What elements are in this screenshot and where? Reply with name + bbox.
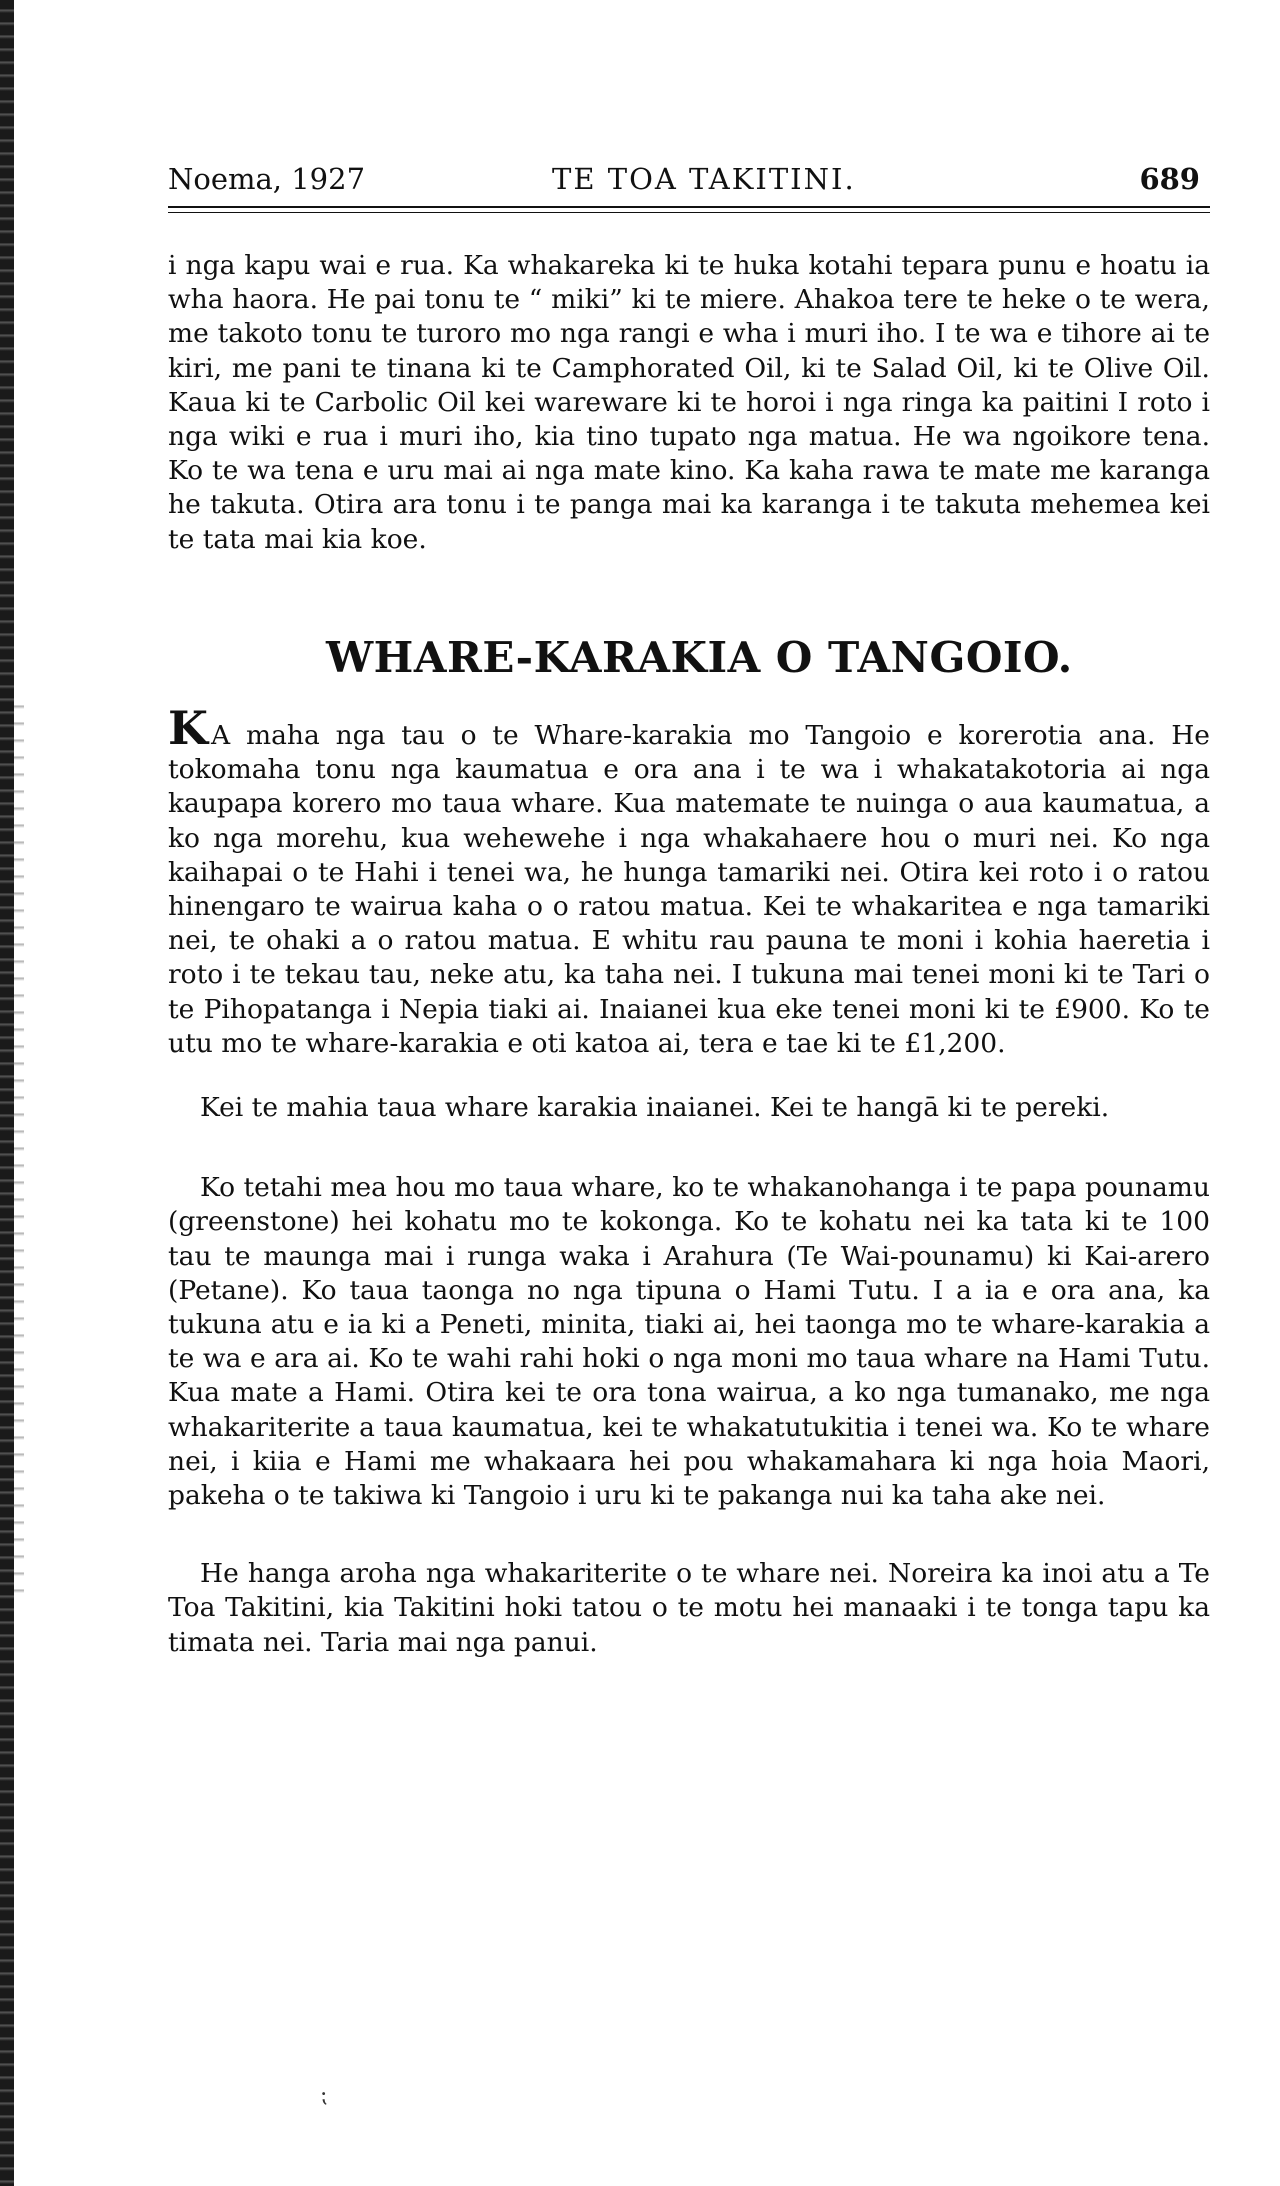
header-rule bbox=[168, 206, 1210, 208]
header-rule-thin bbox=[168, 212, 1210, 213]
issue-date: Noema, 1927 bbox=[168, 162, 366, 196]
article-paragraph-1-text: A maha nga tau o te Whare-karakia mo Tangoio e korerotia ana. He tokomaha tonu nga kaumatua e ora ana i te wa i whakatakotoria ai nga kaupapa korero mo taua whare. Kua matemate te nuinga o aua kaumatua, a ko nga morehu, kua wehewehe i nga whakahaere hou o muri nei. Ko nga kaihapai o te Hahi i tenei wa, he hunga tamariki nei. Otira kei roto i o ratou hinengaro te wairua kaha o o ratou matua. Kei te whakaritea e nga tamariki nei, te ohaki a o ratou matua. E whitu rau pauna te moni i kohia haeretia i roto i te tekau tau, neke atu, ka taha nei. I tukuna mai tenei moni ki te Tari o te Pihopatanga i Nepia tiaki ai. Inaianei kua eke tenei moni ki te £900. Ko te utu mo te whare-karakia e oti katoa ai, tera e tae ki te £1,200. bbox=[168, 720, 1210, 1059]
article-heading: WHARE-KARAKIA O TANGOIO. bbox=[326, 632, 1073, 682]
binding-edge-texture bbox=[14, 700, 24, 1600]
stray-mark: ⁏ bbox=[320, 2083, 328, 2108]
running-head bbox=[168, 158, 1210, 202]
binding-edge bbox=[0, 0, 14, 2186]
document-page bbox=[168, 158, 1210, 1660]
article-paragraph-3: Ko tetahi mea hou mo taua whare, ko te whakanohanga i te papa pounamu (greenstone) hei kohatu mo te kokonga. Ko te kohatu nei ka tata ki te 100 tau te maunga mai i runga waka i Arahura (Te Wai-pounamu) ki Kai-arero (Petane). Ko taua taonga no nga tipuna o Hami Tutu. I a ia e ora ana, ka tukuna atu e ia ki a Peneti, minita, tiaki ai, hei taonga mo te whare-karakia a te wa e ara ai. Ko te wahi rahi hoki o nga moni mo taua whare na Hami Tutu. Kua mate a Hami. Otira kei te ora tona wairua, a ko nga tumanako, me nga whakariterite a taua kaumatua, kei te whakatutukitia i tenei wa. Ko te whare nei, i kiia e Hami me whakaara hei pou whakamahara ki nga hoia Maori, pakeha o te takiwa ki Tangoio i uru ki te pakanga nui ka taha ake nei. bbox=[168, 1172, 1210, 1512]
article-paragraph-2: Kei te mahia taua whare karakia inaianei. Kei te hangā ki te pereki. bbox=[200, 1092, 1110, 1124]
publication-title: TE TOA TAKITINI. bbox=[552, 162, 856, 196]
article-paragraph-1 bbox=[168, 701, 1210, 1061]
intro-paragraph: i nga kapu wai e rua. Ka whakareka ki te huka kotahi tepara punu e hoatu ia wha haora. He pai tonu te “ miki” ki te miere. Ahakoa tere te heke o te wera, me takoto tonu te turoro mo nga rangi e wha i muri iho. I te wa e tihore ai te kiri, me pani te tinana ki te Camphorated Oil, ki te Salad Oil, ki te Olive Oil. Kaua ki te Carbolic Oil kei wareware ki te horoi i nga ringa ka paitini I roto i nga wiki e rua i muri iho, kia tino tupato nga matua. He wa ngoikore tena. Ko te wa tena e uru mai ai nga mate kino. Ka kaha rawa te mate me karanga he takuta. Otira ara tonu i te panga mai ka karanga i te takuta mehemea kei te tata mai kia koe. bbox=[168, 250, 1210, 555]
article-paragraph-4: He hanga aroha nga whakariterite o te whare nei. Noreira ka inoi atu a Te Toa Takitini, kia Takitini hoki tatou o te motu hei manaaki i te tonga tapu ka timata nei. Taria mai nga panui. bbox=[168, 1558, 1210, 1658]
drop-cap: K bbox=[168, 701, 208, 756]
page-number: 689 bbox=[1139, 162, 1200, 196]
